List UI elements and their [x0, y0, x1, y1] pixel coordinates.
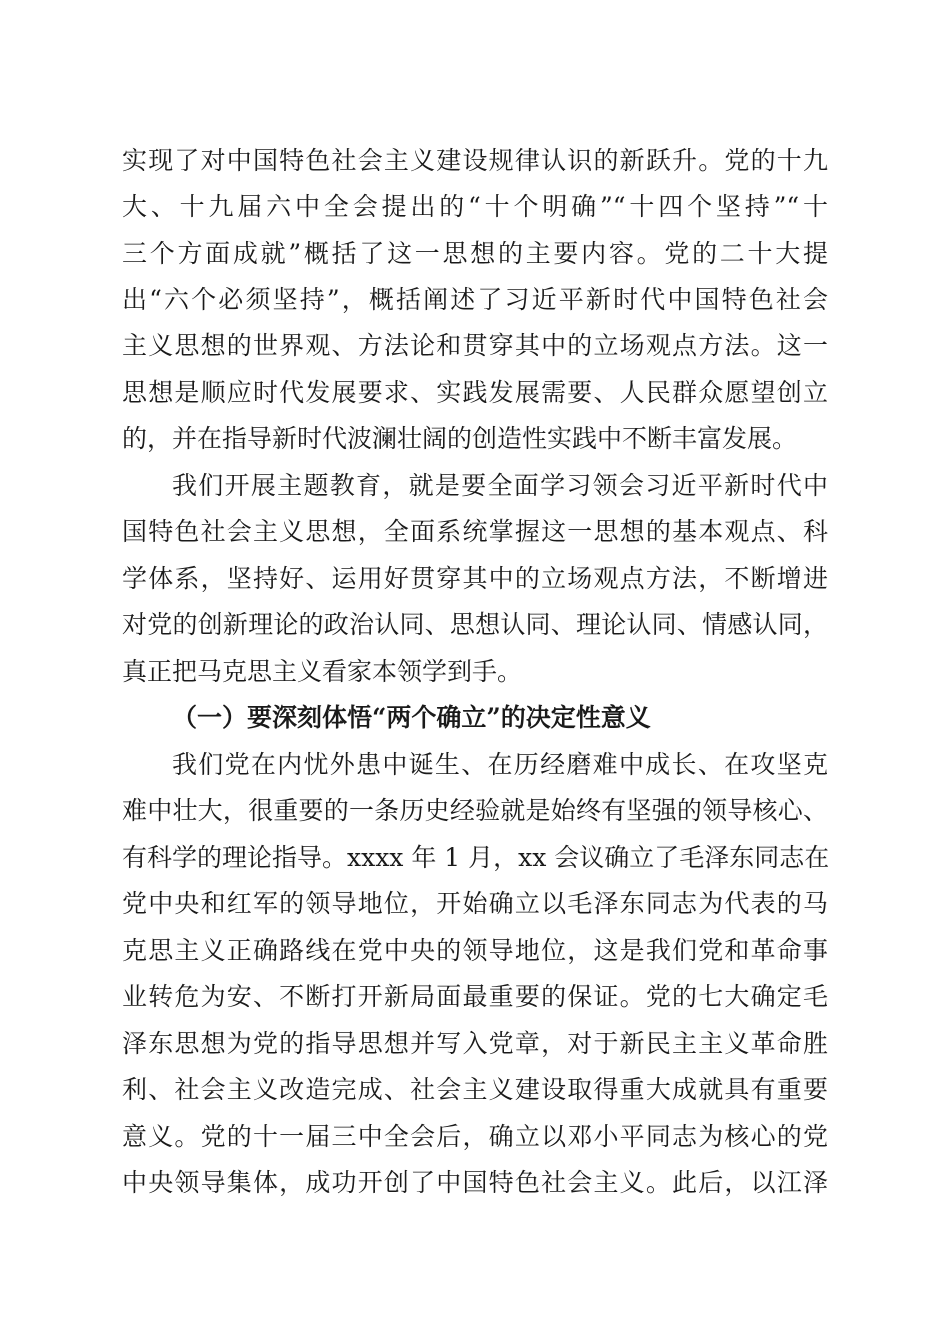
text-line: 意义。党的十一届三中全会后，确立以邓小平同志为核心的党 [122, 1122, 828, 1151]
text-line: 的，并在指导新时代波澜壮阔的创造性实践中不断丰富发展。 [122, 424, 798, 453]
text-line: 出“六个必须坚持”，概括阐述了习近平新时代中国特色社会 [122, 285, 828, 314]
text-line: 难中壮大，很重要的一条历史经验就是始终有坚强的领导核心、 [122, 796, 828, 825]
text-line: 有科学的理论指导。xxxx 年 1 月，xx 会议确立了毛泽东同志在 [122, 843, 830, 872]
text-line: 实现了对中国特色社会主义建设规律认识的新跃升。党的十九 [122, 146, 828, 175]
text-line: 泽东思想为党的指导思想并写入党章，对于新民主主义革命胜 [122, 1029, 828, 1058]
text-line: 克思主义正确路线在党中央的领导地位，这是我们党和革命事 [122, 936, 828, 965]
text-line: 利、社会主义改造完成、社会主义建设取得重大成就具有重要 [122, 1075, 828, 1104]
text-line: 思想是顺应时代发展要求、实践发展需要、人民群众愿望创立 [122, 378, 828, 407]
text-line: 党中央和红军的领导地位，开始确立以毛泽东同志为代表的马 [122, 889, 828, 918]
text-line: 学体系，坚持好、运用好贯穿其中的立场观点方法，不断增进 [122, 564, 828, 593]
text-line: 三个方面成就”概括了这一思想的主要内容。党的二十大提 [122, 239, 828, 268]
text-line: 我们开展主题教育，就是要全面学习领会习近平新时代中 [172, 471, 828, 500]
text-line: 中央领导集体，成功开创了中国特色社会主义。此后，以江泽 [122, 1168, 828, 1197]
section-heading: （一）要深刻体悟“两个确立”的决定性意义 [172, 703, 651, 732]
text-line: 主义思想的世界观、方法论和贯穿其中的立场观点方法。这一 [122, 331, 828, 360]
text-line: 真正把马克思主义看家本领学到手。 [122, 657, 523, 686]
text-line: 国特色社会主义思想，全面系统掌握这一思想的基本观点、科 [122, 517, 828, 546]
text-line: 我们党在内忧外患中诞生、在历经磨难中成长、在攻坚克 [172, 750, 828, 779]
text-line: 大、十九届六中全会提出的“十个明确”“十四个坚持”“十 [122, 192, 828, 221]
text-line: 对党的创新理论的政治认同、思想认同、理论认同、情感认同， [122, 610, 828, 639]
text-line: 业转危为安、不断打开新局面最重要的保证。党的七大确定毛 [122, 982, 828, 1011]
